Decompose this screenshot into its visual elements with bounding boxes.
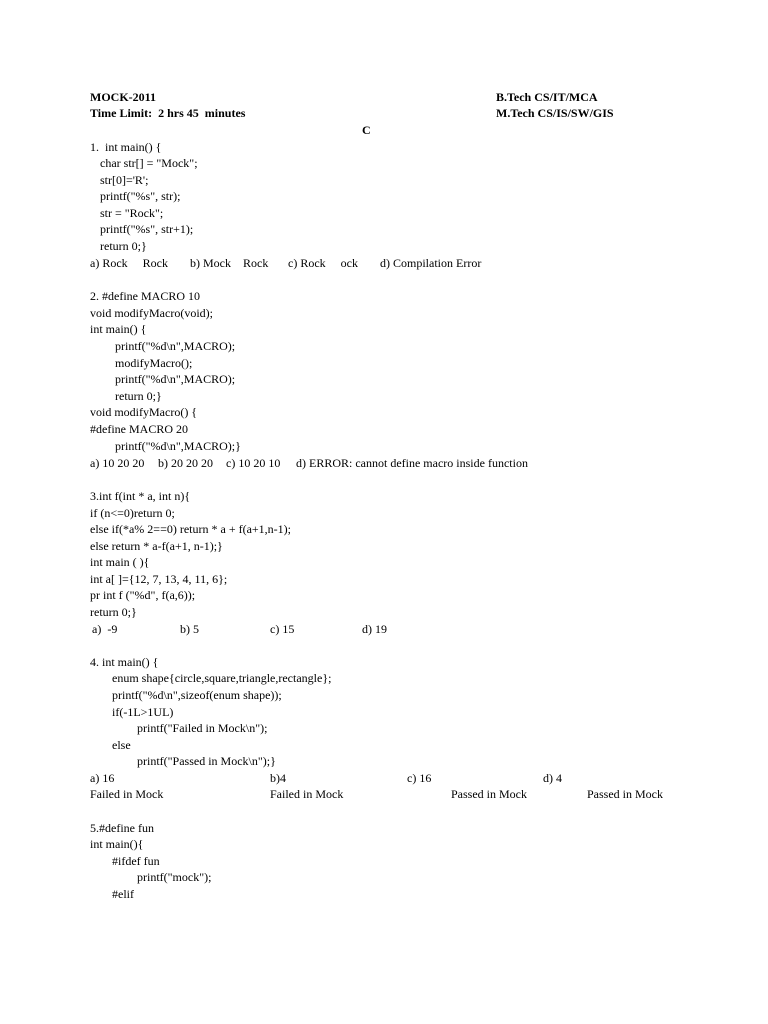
q1-option-c: c) Rock ock <box>288 256 358 270</box>
q5-code-line: printf("mock"); <box>137 870 212 884</box>
q2-code-line: printf("%d\n",MACRO); <box>115 372 236 386</box>
course-line-2: M.Tech CS/IS/SW/GIS <box>496 106 614 120</box>
q4-code-line: enum shape{circle,square,triangle,rectangle}; <box>112 671 332 685</box>
q1-code-line: str[0]='R'; <box>100 173 149 187</box>
q2-code-line: modifyMacro(); <box>115 356 193 370</box>
q2-code-line: return 0;} <box>115 389 162 403</box>
q4-option-c-value: c) 16 <box>407 771 432 785</box>
q4-option-a-value: a) 16 <box>90 771 115 785</box>
q2-code-line: #define MACRO 20 <box>90 422 188 436</box>
q2-code-line: printf("%d\n",MACRO); <box>115 339 236 353</box>
q3-code-line: pr int f ("%d", f(a,6)); <box>90 588 196 602</box>
q2-code-line: void modifyMacro() { <box>90 405 198 419</box>
q3-option-d: d) 19 <box>362 622 387 636</box>
q2-option-b: b) 20 20 20 <box>158 456 213 470</box>
q3-option-b: b) 5 <box>180 622 199 636</box>
course-line-1: B.Tech CS/IT/MCA <box>496 90 598 104</box>
time-limit: Time Limit: 2 hrs 45 minutes <box>90 106 246 120</box>
q4-code-line: if(-1L>1UL) <box>112 705 174 719</box>
q1-code-line: char str[] = "Mock"; <box>100 156 198 170</box>
q5-code-line: #elif <box>112 887 134 901</box>
q4-code-line: 4. int main() { <box>90 655 159 669</box>
q3-option-c: c) 15 <box>270 622 295 636</box>
q4-option-d-value: d) 4 <box>543 771 562 785</box>
q2-option-d: d) ERROR: cannot define macro inside function <box>296 456 528 470</box>
q4-code-line: else <box>112 738 131 752</box>
q1-code-line: printf("%s", str+1); <box>100 222 194 236</box>
q3-code-line: else return * a-f(a+1, n-1);} <box>90 539 223 553</box>
q2-option-a: a) 10 20 20 <box>90 456 145 470</box>
q2-code-line: void modifyMacro(void); <box>90 306 213 320</box>
q5-code-line: 5.#define fun <box>90 821 154 835</box>
q4-code-line: printf("Passed in Mock\n");} <box>137 754 276 768</box>
q3-option-a: a) -9 <box>92 622 118 636</box>
q2-code-line: int main() { <box>90 322 147 336</box>
q3-code-line: 3.int f(int * a, int n){ <box>90 489 191 503</box>
q2-code-line: 2. #define MACRO 10 <box>90 289 200 303</box>
q1-option-d: d) Compilation Error <box>380 256 482 270</box>
q3-code-line: if (n<=0)return 0; <box>90 506 175 520</box>
q1-code-line: return 0;} <box>100 239 147 253</box>
q5-code-line: int main(){ <box>90 837 144 851</box>
exam-title: MOCK-2011 <box>90 90 156 104</box>
q1-option-a: a) Rock Rock <box>90 256 168 270</box>
q4-code-line: printf("Failed in Mock\n"); <box>137 721 268 735</box>
q3-code-line: return 0;} <box>90 605 137 619</box>
q4-option-d-text: Passed in Mock <box>587 787 663 801</box>
q3-code-line: else if(*a% 2==0) return * a + f(a+1,n-1); <box>90 522 291 536</box>
q4-option-c-text: Passed in Mock <box>451 787 527 801</box>
section-heading: C <box>362 123 371 137</box>
q4-option-a-text: Failed in Mock <box>90 787 164 801</box>
q4-code-line: printf("%d\n",sizeof(enum shape)); <box>112 688 282 702</box>
q3-code-line: int main ( ){ <box>90 555 150 569</box>
q1-code-line: str = "Rock"; <box>100 206 164 220</box>
q5-code-line: #ifdef fun <box>112 854 160 868</box>
q4-option-b-value: b)4 <box>270 771 286 785</box>
q4-option-b-text: Failed in Mock <box>270 787 344 801</box>
q1-option-b: b) Mock Rock <box>190 256 269 270</box>
q2-option-c: c) 10 20 10 <box>226 456 281 470</box>
q2-code-line: printf("%d\n",MACRO);} <box>115 439 241 453</box>
q1-code-line: 1. int main() { <box>90 140 162 154</box>
q3-code-line: int a[ ]={12, 7, 13, 4, 11, 6}; <box>90 572 228 586</box>
q1-code-line: printf("%s", str); <box>100 189 181 203</box>
